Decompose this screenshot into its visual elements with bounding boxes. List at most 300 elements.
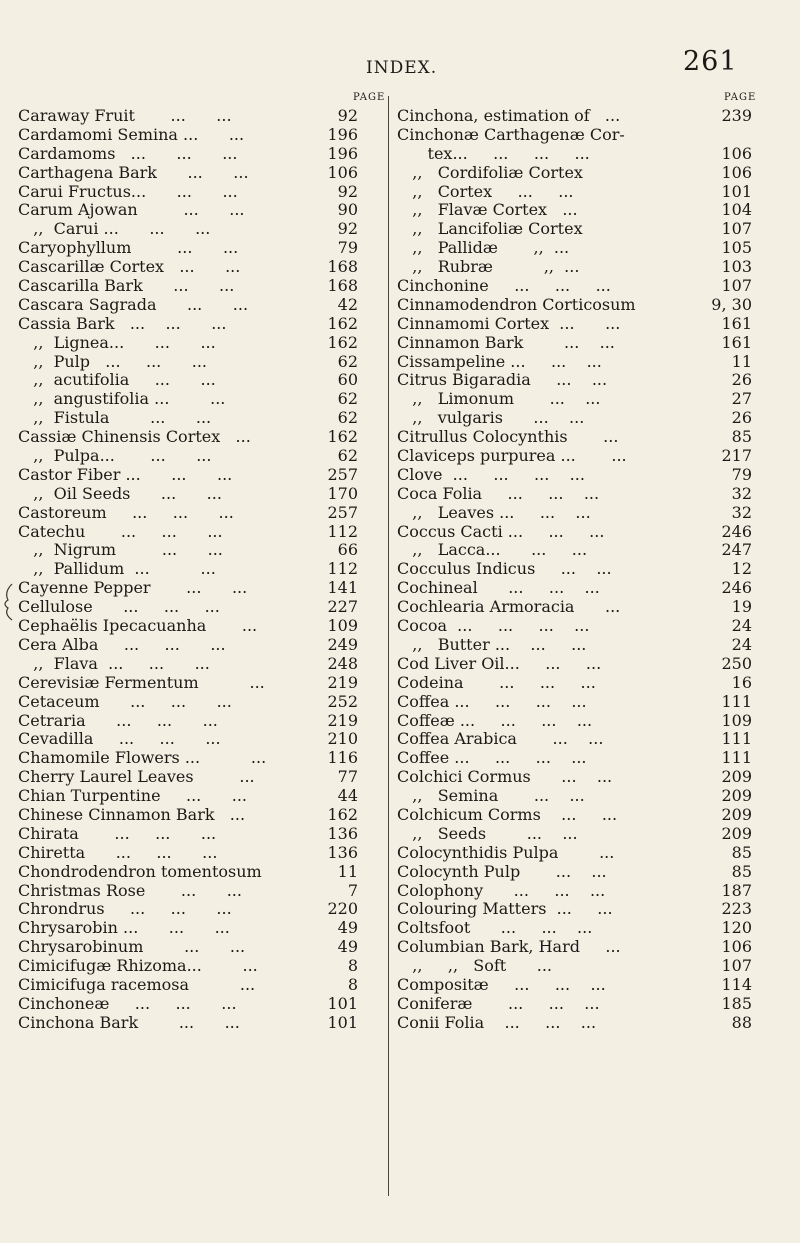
entry-term: Conii Folia ... ... ... (397, 1012, 597, 1032)
entry-page: 109 (327, 616, 358, 636)
entry-term: Coccus Cacti ... ... ... (397, 521, 605, 541)
entry-term: Cerevisiæ Fermentum ... (18, 672, 265, 692)
entry-page: 162 (327, 804, 358, 824)
entry-term: ,, Seeds ... ... (397, 823, 578, 843)
entry-page: 227 (327, 597, 358, 617)
index-entry (18, 504, 380, 523)
index-entry (18, 258, 380, 277)
entry-page: 111 (721, 691, 752, 711)
entry-page: 187 (721, 880, 752, 900)
index-entry (397, 598, 752, 617)
entry-page: 112 (327, 521, 358, 541)
entry-page: 109 (721, 710, 752, 730)
entry-term: ,, Pallidæ ,, ... (397, 238, 570, 258)
entry-term: ,, Leaves ... ... ... (397, 502, 591, 522)
entry-page: 168 (327, 257, 358, 277)
entry-term: Cochlearia Armoracia ... (397, 597, 621, 617)
entry-term: Chinese Cinnamon Bark ... (18, 804, 246, 824)
entry-page: 77 (337, 767, 358, 787)
index-entry (18, 655, 380, 674)
entry-page: 111 (721, 729, 752, 749)
index-entry (18, 107, 380, 126)
entry-page: 252 (327, 691, 358, 711)
entry-page: 16 (731, 672, 752, 692)
entry-page: 62 (337, 446, 358, 466)
index-entry (18, 712, 380, 731)
index-entry (397, 523, 752, 542)
entry-term: Codeina ... ... ... (397, 672, 596, 692)
index-entry (397, 806, 752, 825)
entry-page: 105 (721, 238, 752, 258)
page-column-label: PAGE (353, 92, 386, 103)
entry-term: Cetaceum ... ... ... (18, 691, 232, 711)
entry-term: Cocculus Indicus ... ... (397, 559, 612, 579)
entry-term: ,, acutifolia ... ... (18, 370, 216, 390)
entry-page: 223 (721, 899, 752, 919)
entry-term: Cardamoms ... ... ... (18, 143, 238, 163)
entry-page: 24 (731, 634, 752, 654)
entry-page: 101 (327, 1012, 358, 1032)
entry-term: Cinnamodendron Corticosum (397, 294, 636, 314)
entry-page: 8 (347, 956, 358, 976)
entry-page: 44 (337, 786, 358, 806)
index-entry (397, 579, 752, 598)
entry-page: 26 (731, 370, 752, 390)
index-entry (18, 315, 380, 334)
entry-page: 116 (327, 748, 358, 768)
index-entry (397, 825, 752, 844)
entry-page: 90 (337, 200, 358, 220)
entry-term: Cassiæ Chinensis Cortex ... (18, 427, 251, 447)
index-entry (18, 957, 380, 976)
entry-page: 247 (721, 540, 752, 560)
entry-term: Cinchoneæ ... ... ... (18, 993, 237, 1013)
index-entry (18, 787, 380, 806)
index-entry (397, 976, 752, 995)
entry-page: 107 (721, 219, 752, 239)
entry-term: ,, Flavæ Cortex ... (397, 200, 578, 220)
entry-term: ,, Cortex ... ... (397, 181, 574, 201)
entry-page: 219 (327, 672, 358, 692)
entry-page: 209 (721, 823, 752, 843)
entry-term: Coniferæ ... ... ... (397, 993, 600, 1013)
index-entry (18, 674, 380, 693)
entry-term: Cinnamon Bark ... ... (397, 332, 615, 352)
entry-page: 162 (327, 332, 358, 352)
entry-term: Carum Ajowan ... ... (18, 200, 245, 220)
index-entry (397, 541, 752, 560)
entry-term: Colouring Matters ... ... (397, 899, 613, 919)
entry-page: 62 (337, 351, 358, 371)
entry-term: Chiretta ... ... ... (18, 842, 218, 862)
entry-page: 66 (337, 540, 358, 560)
entry-term: Claviceps purpurea ... ... (397, 446, 627, 466)
index-entry (18, 938, 380, 957)
entry-term: Clove ... ... ... ... (397, 464, 585, 484)
entry-page: 79 (337, 238, 358, 258)
index-entry (18, 466, 380, 485)
index-entry (18, 183, 380, 202)
entry-term: ,, Pulp ... ... ... (18, 351, 208, 371)
entry-term: Cassia Bark ... ... ... (18, 313, 227, 333)
entry-term: Christmas Rose ... ... (18, 880, 242, 900)
entry-term: ,, ,, Soft ... (397, 956, 553, 976)
index-entry (397, 693, 752, 712)
index-entry (397, 844, 752, 863)
index-entry (397, 183, 752, 202)
entry-page: 24 (731, 616, 752, 636)
index-entry (18, 598, 380, 617)
entry-term: ,, Butter ... ... ... (397, 634, 587, 654)
entry-page: 249 (327, 634, 358, 654)
index-entry (18, 220, 380, 239)
entry-page: 246 (721, 521, 752, 541)
entry-term: Colchicum Corms ... ... (397, 804, 618, 824)
entry-page: 8 (347, 974, 358, 994)
entry-term: Coca Folia ... ... ... (397, 483, 600, 503)
entry-term: Cinchonine ... ... ... (397, 276, 611, 296)
entry-page: 162 (327, 427, 358, 447)
index-entry (397, 390, 752, 409)
margin-bracket-mark (0, 582, 16, 622)
index-entry (397, 371, 752, 390)
index-entry (18, 730, 380, 749)
entry-term: Castor Fiber ... ... ... (18, 464, 233, 484)
entry-page: 136 (327, 842, 358, 862)
entry-term: Cinchonæ Carthagenæ Cor- (397, 124, 625, 144)
index-entry (18, 825, 380, 844)
entry-page: 106 (327, 162, 358, 182)
entry-term: Cascara Sagrada ... ... (18, 294, 249, 314)
index-entry (397, 560, 752, 579)
index-entry (18, 1014, 380, 1033)
entry-term: Compositæ ... ... ... (397, 974, 606, 994)
running-title: INDEX. (366, 58, 438, 78)
entry-term: Cocoa ... ... ... ... (397, 616, 590, 636)
index-entry (18, 447, 380, 466)
index-entry (18, 995, 380, 1014)
index-entry (18, 560, 380, 579)
entry-term: tex... ... ... ... (397, 143, 590, 163)
index-entry (397, 409, 752, 428)
index-entry (18, 693, 380, 712)
entry-page: 209 (721, 767, 752, 787)
entry-page: 112 (327, 559, 358, 579)
index-entry (18, 919, 380, 938)
index-entry (18, 164, 380, 183)
index-entry (397, 730, 752, 749)
entry-page: 209 (721, 804, 752, 824)
entry-term: ,, Lancifoliæ Cortex (397, 219, 583, 239)
entry-term: ,, Fistula ... ... (18, 408, 212, 428)
index-entry (397, 617, 752, 636)
index-entry (397, 334, 752, 353)
entry-page: 104 (721, 200, 752, 220)
index-entry (18, 277, 380, 296)
page-column-label: PAGE (724, 92, 757, 103)
entry-term: Chian Turpentine ... ... (18, 786, 248, 806)
entry-term: Cimicifuga racemosa ... (18, 974, 256, 994)
entry-term: Colocynthidis Pulpa ... (397, 842, 615, 862)
index-entry (397, 164, 752, 183)
entry-page: 136 (327, 823, 358, 843)
index-entry (18, 636, 380, 655)
entry-page: 62 (337, 408, 358, 428)
entry-term: Caryophyllum ... ... (18, 238, 239, 258)
entry-page: 60 (337, 370, 358, 390)
entry-term: ,, Nigrum ... ... (18, 540, 223, 560)
entry-page: 42 (337, 294, 358, 314)
entry-term: Cinchona Bark ... ... (18, 1012, 240, 1032)
entry-term: Carui Fructus... ... ... (18, 181, 238, 201)
entry-page: 106 (721, 143, 752, 163)
entry-term: Caraway Fruit ... ... (18, 106, 232, 125)
entry-term: ,, Pallidum ... ... (18, 559, 216, 579)
entry-term: Chrondrus ... ... ... (18, 899, 232, 919)
index-entry (397, 201, 752, 220)
entry-page: 26 (731, 408, 752, 428)
entry-term: ,, Semina ... ... (397, 786, 585, 806)
entry-page: 257 (327, 502, 358, 522)
entry-term: Cimicifugæ Rhizoma... ... (18, 956, 258, 976)
index-entry (397, 126, 752, 145)
entry-term: Cetraria ... ... ... (18, 710, 218, 730)
index-entry (397, 296, 752, 315)
entry-page: 32 (731, 483, 752, 503)
entry-term: Colophony ... ... ... (397, 880, 606, 900)
entry-page: 141 (327, 578, 358, 598)
entry-page: 11 (337, 861, 358, 881)
index-entry (18, 541, 380, 560)
index-entry (18, 296, 380, 315)
index-entry (18, 485, 380, 504)
entry-page: 27 (731, 389, 752, 409)
entry-page: 210 (327, 729, 358, 749)
index-entry (397, 749, 752, 768)
entry-page: 19 (731, 597, 752, 617)
entry-page: 248 (327, 653, 358, 673)
entry-term: Chrysarobinum ... ... (18, 937, 246, 957)
entry-page: 49 (337, 937, 358, 957)
entry-page: 88 (731, 1012, 752, 1032)
index-entry (18, 428, 380, 447)
index-entry (397, 712, 752, 731)
entry-page: 196 (327, 124, 358, 144)
entry-term: Coffeæ ... ... ... ... (397, 710, 593, 730)
entry-term: ,, Carui ... ... ... (18, 219, 211, 239)
index-entry (397, 428, 752, 447)
index-entry (18, 201, 380, 220)
entry-page: 62 (337, 389, 358, 409)
index-entry (18, 390, 380, 409)
entry-term: Cascarillæ Cortex ... ... (18, 257, 241, 277)
entry-page: 107 (721, 276, 752, 296)
entry-term: Cinchona, estimation of ... (397, 106, 621, 125)
index-entry (18, 579, 380, 598)
index-entries (397, 107, 752, 1033)
entry-term: Citrullus Colocynthis ... (397, 427, 619, 447)
entry-term: Coltsfoot ... ... ... (397, 918, 593, 938)
page-header (0, 46, 800, 86)
index-entry (18, 334, 380, 353)
entry-page: 220 (327, 899, 358, 919)
entry-page: 168 (327, 276, 358, 296)
entry-page: 185 (721, 993, 752, 1013)
entry-term: Cera Alba ... ... ... (18, 634, 226, 654)
entry-page: 209 (721, 786, 752, 806)
index-entry (18, 371, 380, 390)
entry-page: 12 (731, 559, 752, 579)
entry-term: ,, Limonum ... ... (397, 389, 601, 409)
entry-page: 257 (327, 464, 358, 484)
entry-page: 49 (337, 918, 358, 938)
entry-page: 101 (327, 993, 358, 1013)
entry-page: 103 (721, 257, 752, 277)
page-number: 261 (683, 46, 738, 77)
index-entry (397, 258, 752, 277)
index-entry (397, 145, 752, 164)
entry-term: ,, Oil Seeds ... ... (18, 483, 222, 503)
index-entry (18, 523, 380, 542)
entry-term: Carthagena Bark ... ... (18, 162, 249, 182)
entry-page: 162 (327, 313, 358, 333)
entry-term: ,, Lacca... ... ... (397, 540, 588, 560)
column-divider (388, 96, 389, 1196)
entry-term: Colocynth Pulp ... ... (397, 861, 607, 881)
entry-term: Citrus Bigaradia ... ... (397, 370, 608, 390)
entry-term: Cardamomi Semina ... ... (18, 124, 245, 144)
entry-page: 114 (721, 974, 752, 994)
index-entry (18, 900, 380, 919)
entry-term: Cochineal ... ... ... (397, 578, 600, 598)
entry-term: ,, Cordifoliæ Cortex (397, 162, 583, 182)
index-entry (397, 504, 752, 523)
index-entry (397, 636, 752, 655)
entry-term: ,, Lignea... ... ... (18, 332, 216, 352)
entry-term: Cellulose ... ... ... (18, 597, 220, 617)
entry-term: Cevadilla ... ... ... (18, 729, 221, 749)
index-entry (397, 787, 752, 806)
entry-page: 79 (731, 464, 752, 484)
entry-term: Coffea Arabica ... ... (397, 729, 604, 749)
entry-term: Cephaëlis Ipecacuanha ... (18, 616, 258, 636)
index-entry (397, 447, 752, 466)
entry-term: Chondrodendron tomentosum (18, 861, 262, 881)
index-entry (18, 617, 380, 636)
index-entry (397, 882, 752, 901)
index-entry (397, 863, 752, 882)
index-entry (397, 674, 752, 693)
entry-page: 239 (721, 106, 752, 125)
entry-term: Chamomile Flowers ... ... (18, 748, 267, 768)
entry-page: 92 (337, 181, 358, 201)
index-entry (18, 863, 380, 882)
entry-term: Columbian Bark, Hard ... (397, 937, 621, 957)
entry-page: 85 (731, 861, 752, 881)
entry-term: Chrysarobin ... ... ... (18, 918, 230, 938)
index-entry (397, 277, 752, 296)
index-entry (18, 145, 380, 164)
index-entry (18, 239, 380, 258)
entry-term: ,, Rubræ ,, ... (397, 257, 580, 277)
entry-page: 107 (721, 956, 752, 976)
entry-page: 85 (731, 842, 752, 862)
entry-page: 11 (731, 351, 752, 371)
index-entry (18, 882, 380, 901)
entry-term: ,, vulgaris ... ... (397, 408, 585, 428)
entry-term: ,, Pulpa... ... ... (18, 446, 212, 466)
index-entry (397, 995, 752, 1014)
index-entry (18, 844, 380, 863)
index-entry (18, 409, 380, 428)
entry-term: Coffee ... ... ... ... (397, 748, 587, 768)
index-entry (397, 353, 752, 372)
index-entry (397, 957, 752, 976)
index-entry (397, 768, 752, 787)
entry-term: ,, angustifolia ... ... (18, 389, 226, 409)
entry-term: Cod Liver Oil... ... ... (397, 653, 602, 673)
index-entry (18, 353, 380, 372)
entry-page: 32 (731, 502, 752, 522)
entry-page: 106 (721, 937, 752, 957)
entry-page: 7 (347, 880, 358, 900)
entry-term: Cinnamomi Cortex ... ... (397, 313, 621, 333)
entry-term: Castoreum ... ... ... (18, 502, 234, 522)
entry-term: Cherry Laurel Leaves ... (18, 767, 255, 787)
entry-page: 101 (721, 181, 752, 201)
index-entry (397, 220, 752, 239)
entry-page: 120 (721, 918, 752, 938)
entry-term: Coffea ... ... ... ... (397, 691, 587, 711)
index-entry (18, 768, 380, 787)
entry-page: 217 (721, 446, 752, 466)
entry-page: 85 (731, 427, 752, 447)
index-entry (18, 126, 380, 145)
entry-page: 250 (721, 653, 752, 673)
entry-term: Chirata ... ... ... (18, 823, 217, 843)
index-entry (18, 976, 380, 995)
entry-term: Colchici Cormus ... ... (397, 767, 613, 787)
entry-page: 92 (337, 106, 358, 125)
index-entry (397, 485, 752, 504)
index-entry (397, 1014, 752, 1033)
entry-page: 111 (721, 748, 752, 768)
entry-term: Cascarilla Bark ... ... (18, 276, 235, 296)
entry-page: 196 (327, 143, 358, 163)
entry-term: Cissampeline ... ... ... (397, 351, 602, 371)
entry-page: 161 (721, 332, 752, 352)
index-entry (397, 239, 752, 258)
entry-page: 9, 30 (711, 294, 752, 314)
entry-page: 106 (721, 162, 752, 182)
index-entry (18, 806, 380, 825)
entry-page: 92 (337, 219, 358, 239)
index-entry (397, 466, 752, 485)
index-entry (397, 919, 752, 938)
index-entry (397, 938, 752, 957)
entry-page: 246 (721, 578, 752, 598)
index-entries (18, 107, 380, 1033)
index-entry (397, 655, 752, 674)
entry-term: Cayenne Pepper ... ... (18, 578, 248, 598)
index-entry (397, 900, 752, 919)
index-entry (397, 107, 752, 126)
entry-term: Catechu ... ... ... (18, 521, 223, 541)
index-entry (18, 749, 380, 768)
entry-term: ,, Flava ... ... ... (18, 653, 210, 673)
entry-page: 170 (327, 483, 358, 503)
entry-page: 219 (327, 710, 358, 730)
